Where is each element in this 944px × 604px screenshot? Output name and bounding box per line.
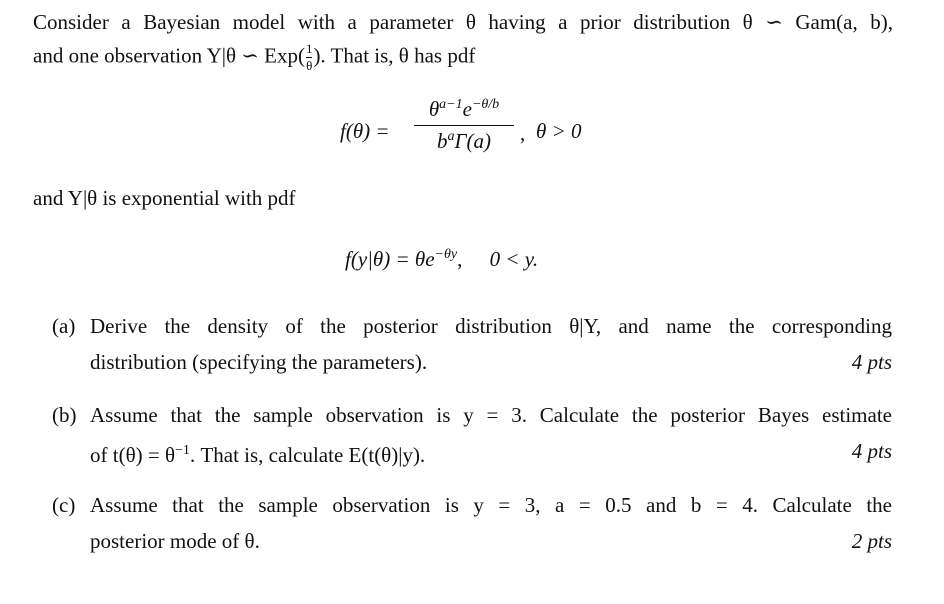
prior-pdf-lhs: f(θ) = [340,119,390,143]
fraction-numerator: 1 [305,41,313,56]
intro-line-2-suffix: ). That is, θ has pdf [313,43,476,68]
question-b-line-2: of $t(\theta) = \theta^{-1}$. That is, calculate E(t(θ)|y). [90,443,426,467]
likelihood-pdf-condition: 0 < y. [489,247,539,271]
likelihood-pdf-expr: f(y|θ) = θe [345,247,435,271]
question-b-line-1: Assume that the sample observation is y = 3. Calculate the posterior Bayes estimate [90,403,892,427]
question-b-points: 4 pts [851,439,892,463]
exp-parameter-fraction [306,41,313,74]
likelihood-pdf-exponent: −θy [434,247,458,262]
question-c-line-1: Assume that the sample observation is y = 3, a = 0.5 and b = 4. Calculate the [90,493,892,517]
prior-pdf-condition: θ > 0 [536,119,582,143]
question-a-line-1: Derive the density of the posterior distribution θ|Y, and name the corresponding [90,314,892,338]
question-c-line-2: posterior mode of θ. [90,529,260,553]
question-a-points: 4 pts [851,350,892,374]
prior-pdf-comma: , [520,121,526,145]
question-c [52,487,892,559]
likelihood-pdf-comma: , [457,247,463,271]
question-a-line-2: distribution (specifying the parameters). [90,350,428,374]
question-c-points: 2 pts [851,529,892,553]
question-b [52,397,892,469]
prior-pdf-numerator: $\theta^{a-1}e^{-\theta/b}$ [428,97,500,121]
question-c-label: (c) [52,493,76,517]
fraction-denominator: θ [306,58,313,73]
question-b-label: (b) [52,403,77,427]
likelihood-intro: and Y|θ is exponential with pdf [33,186,296,210]
likelihood-pdf-equation [345,247,538,272]
intro-line-2-prefix: and one observation Y|θ ∽ Exp( [33,43,305,68]
intro-line-2 [33,41,475,74]
question-a-label: (a) [52,314,76,338]
prior-pdf-denominator: $b^a\Gamma(a)$ [437,129,491,153]
intro-line-1: Consider a Bayesian model with a parameter θ having a prior distribution θ ∽ Gam(a, b), [33,10,893,34]
prior-pdf-fraction [414,97,514,154]
question-a [52,308,892,380]
